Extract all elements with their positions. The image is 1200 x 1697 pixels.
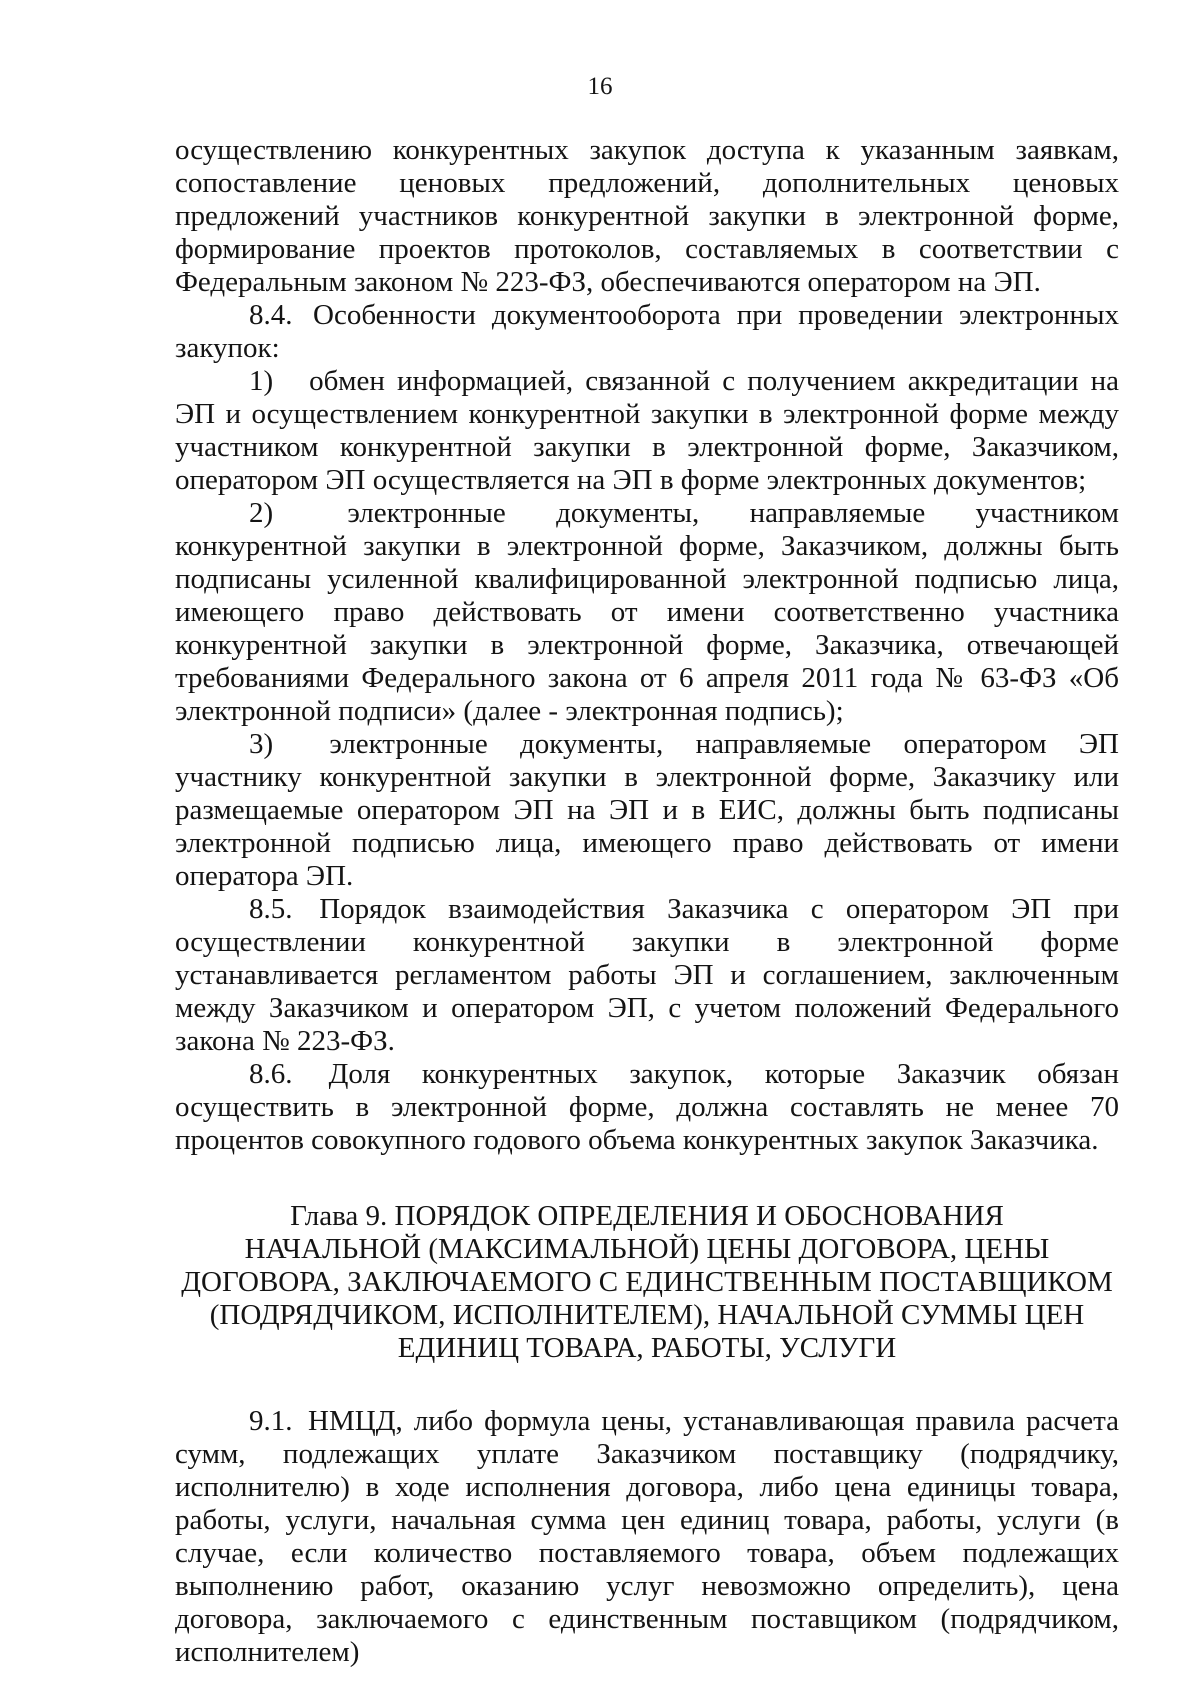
paragraph-8-3-continuation: осуществлению конкурентных закупок доступа к указанным заявкам, сопоставление ценовых предложений, дополнительных ценовых предложений участников конкурентной закупки в электронной форме, формирование проектов протоколов, составляемых в соответствии с Федеральным законом № 223-ФЗ, обеспечиваются оператором на ЭП. [175,134,1119,298]
paragraph-text: обмен информацией, связанной с получением аккредитации на ЭП и осуществлением конкурентной закупки в электронной форме между участником конкурентной закупки в электронной форме, Заказчиком, оператором ЭП осуществляется на ЭП в форме электронных документов; [175,365,1119,496]
paragraph-text: Особенности документооборота при проведении электронных закупок: [175,299,1119,364]
chapter-heading-line: НАЧАЛЬНОЙ (МАКСИМАЛЬНОЙ) ЦЕНЫ ДОГОВОРА, ЦЕНЫ [244,1233,1050,1265]
clause-number: 8.4. [249,299,293,331]
chapter-heading-line: (ПОДРЯДЧИКОМ, ИСПОЛНИТЕЛЕМ), НАЧАЛЬНОЙ СУММЫ ЦЕН [209,1299,1085,1331]
paragraph-9-1 [175,1405,1119,1669]
chapter-9-heading [175,1200,1119,1365]
paragraph-text: НМЦД, либо формула цены, устанавливающая правила расчета сумм, подлежащих уплате Заказчиком поставщику (подрядчику, исполнителю) в ходе исполнения договора, либо цена единицы товара, работы, услуги, начальная сумма цен единиц товара, работы, услуги (в случае, если количество поставляемого товара, объем подлежащих выполнению работ, оказанию услуг невозможно определить), цена договора, заключаемого с единственным поставщиком (подрядчиком, исполнителем) [175,1405,1119,1668]
chapter-heading-line: ДОГОВОРА, ЗАКЛЮЧАЕМОГО С ЕДИНСТВЕННЫМ ПОСТАВЩИКОМ [181,1266,1113,1298]
page-number: 16 [587,73,613,100]
item-number: 3) [249,728,274,760]
list-item-3 [175,728,1119,893]
list-item-1 [175,365,1119,497]
clause-number: 8.6. [249,1058,293,1090]
paragraph-text: Доля конкурентных закупок, которые Заказчик обязан осуществить в электронной форме, должна составлять не менее 70 процентов совокупного годового объема конкурентных закупок Заказчика. [175,1058,1119,1156]
paragraph-text: Порядок взаимодействия Заказчика с оператором ЭП при осуществлении конкурентной закупки в электронной форме устанавливается регламентом работы ЭП и соглашением, заключенным между Заказчиком и оператором ЭП, с учетом положений Федерального закона № 223-ФЗ. [175,893,1120,1057]
chapter-heading-line: ЕДИНИЦ ТОВАРА, РАБОТЫ, УСЛУГИ [397,1332,897,1364]
item-number: 2) [249,497,274,529]
paragraph-8-5 [175,893,1119,1058]
paragraph-text: электронные документы, направляемые участником конкурентной закупки в электронной форме, Заказчиком, должны быть подписаны усиленной квалифицированной электронной подписью лица, имеющего право действовать от имени соответственно участника конкурентной закупки в электронной форме, Заказчика, отвечающей требованиями Федерального закона от 6 апреля 2011 года № 63-ФЗ «Об электронной подписи» (далее - электронная подпись); [175,497,1120,727]
item-number: 1) [249,365,274,397]
clause-number: 9.1. [249,1405,293,1437]
chapter-heading-line: Глава 9. ПОРЯДОК ОПРЕДЕЛЕНИЯ И ОБОСНОВАНИЯ [290,1200,1004,1232]
paragraph-8-4 [175,299,1119,365]
page-content [175,134,1119,1669]
list-item-2 [175,497,1119,728]
clause-number: 8.5. [249,893,293,925]
paragraph-8-6 [175,1058,1119,1157]
paragraph-text: электронные документы, направляемые оператором ЭП участнику конкурентной закупки в электронной форме, Заказчику или размещаемые оператором ЭП на ЭП и в ЕИС, должны быть подписаны электронной подписью лица, имеющего право действовать от имени оператора ЭП. [175,728,1120,892]
